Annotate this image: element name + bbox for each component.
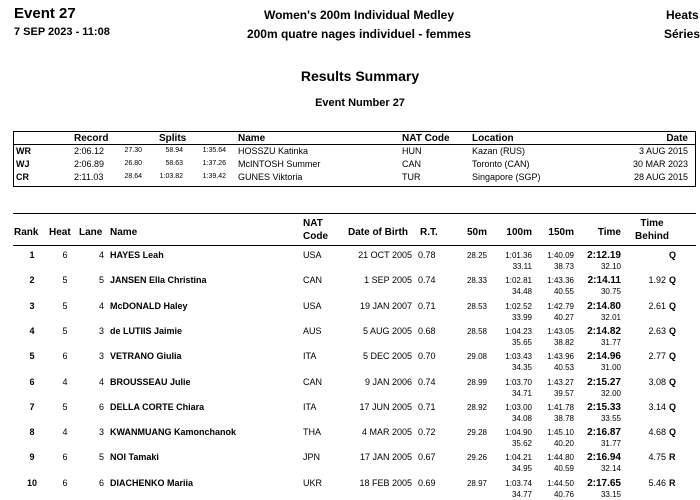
record-type: WR	[16, 146, 31, 156]
record-location: Kazan (RUS)	[472, 146, 526, 156]
athlete-name: BROUSSEAU Julie	[110, 376, 191, 387]
split-100m: 1:03.43	[505, 352, 532, 362]
nat-cell: USA	[303, 300, 322, 311]
athlete-name: NOI Tamaki	[110, 452, 159, 463]
col-dob: Date of Birth	[348, 227, 408, 238]
nat-cell: AUS	[303, 325, 322, 336]
split-100m: 1:03.00	[505, 402, 532, 412]
lap-100m: 34.08	[511, 413, 532, 423]
lap-100m: 34.77	[511, 489, 532, 499]
event-title-en: Women's 200m Individual Medley	[263, 8, 455, 22]
reaction-time: 0.71	[418, 401, 436, 412]
record-holder-name: GUNES Viktoria	[238, 172, 303, 182]
split-50m: 28.97	[466, 478, 487, 488]
rank-cell: 2	[29, 275, 35, 286]
time-behind: 2.61	[648, 300, 666, 311]
col-rank: Rank	[14, 227, 39, 238]
qualifier-mark: R	[669, 477, 676, 488]
split-100m: 1:02.52	[505, 301, 532, 311]
split-50m: 29.28	[466, 428, 487, 438]
split-50m: 29.26	[466, 453, 487, 463]
lap-150m: 40.76	[553, 489, 574, 499]
lane-cell: 4	[98, 250, 104, 260]
split-50m: 28.53	[466, 301, 487, 311]
col-lane: Lane	[79, 227, 103, 238]
nat-cell: CAN	[303, 376, 323, 387]
col-time-behind-line1: Time	[640, 218, 664, 229]
lap-100m: 33.99	[511, 312, 532, 322]
final-time: 2:12.19	[587, 250, 621, 261]
lap-100m: 35.65	[511, 337, 532, 347]
final-time: 2:14.82	[587, 325, 621, 337]
athlete-name: DELLA CORTE Chiara	[110, 401, 205, 412]
reaction-time: 0.78	[418, 250, 436, 260]
final-time: 2:15.27	[587, 376, 621, 388]
heat-cell: 6	[62, 250, 68, 260]
qualifier-mark: Q	[669, 376, 677, 387]
col-name: Name	[110, 227, 138, 238]
time-behind: 2.77	[648, 351, 666, 362]
final-time: 2:14.80	[587, 300, 621, 312]
record-location: Toronto (CAN)	[472, 159, 530, 169]
final-time: 2:14.96	[587, 351, 621, 363]
time-behind: 5.46	[648, 477, 666, 488]
split-150m: 1:42.79	[547, 301, 574, 311]
heat-cell: 6	[62, 452, 68, 463]
heat-cell: 6	[62, 351, 68, 362]
time-behind: 3.08	[648, 376, 666, 387]
heat-cell: 5	[62, 300, 68, 311]
athlete-name: VETRANO Giulia	[110, 351, 182, 362]
lap-150m: 39.57	[553, 388, 574, 398]
heat-cell: 6	[62, 477, 68, 488]
split-150m: 1:44.80	[547, 453, 574, 463]
lane-cell: 5	[98, 452, 104, 463]
split-100m: 1:01.36	[505, 251, 532, 260]
athlete-name: McDONALD Haley	[110, 300, 188, 311]
split-150m: 1:40.09	[547, 251, 574, 260]
split-100m: 1:04.21	[505, 453, 532, 463]
dob-cell: 4 MAR 2005	[361, 427, 412, 438]
split-50m: 28.92	[466, 402, 487, 412]
lap-200m: 31.77	[600, 337, 621, 347]
lap-150m: 40.20	[553, 439, 574, 449]
records-header-date: Date	[666, 133, 688, 144]
athlete-name: DIACHENKO Mariia	[110, 477, 194, 488]
lap-100m: 33.11	[512, 262, 532, 271]
split-50m: 28.33	[466, 276, 487, 286]
heat-cell: 4	[62, 427, 68, 438]
lane-cell: 4	[98, 300, 104, 311]
heat-cell: 4	[62, 376, 68, 387]
athlete-name: de LUTIIS Jaimie	[110, 325, 183, 336]
records-header-name: Name	[238, 133, 266, 144]
record-time: 2:06.89	[74, 159, 105, 169]
lap-100m: 34.71	[511, 388, 532, 398]
record-holder-name: McINTOSH Summer	[238, 159, 321, 169]
split-150m: 1:43.27	[547, 377, 574, 387]
record-type: WJ	[16, 159, 30, 169]
lane-cell: 3	[98, 325, 104, 336]
col-150m: 150m	[548, 227, 574, 238]
rank-cell: 9	[29, 452, 35, 463]
nat-cell: UKR	[303, 477, 323, 488]
rank-cell: 6	[29, 376, 35, 387]
lap-200m: 33.15	[600, 489, 621, 499]
record-nat: CAN	[402, 159, 422, 169]
lap-150m: 40.27	[553, 312, 574, 322]
reaction-time: 0.74	[418, 275, 436, 286]
col-nat-line1: NAT	[303, 218, 323, 229]
split-150m: 1:43.05	[547, 326, 574, 336]
record-split-150: 1:39.42	[202, 173, 226, 180]
qualifier-mark: Q	[669, 325, 677, 336]
lane-cell: 6	[98, 401, 104, 412]
qualifier-mark: Q	[669, 250, 677, 260]
heat-cell: 5	[62, 275, 68, 286]
record-type: CR	[16, 172, 29, 182]
record-split-150: 1:35.64	[202, 147, 226, 154]
records-header-splits: Splits	[159, 133, 187, 144]
record-holder-name: HOSSZU Katinka	[238, 146, 309, 156]
final-time: 2:16.94	[587, 452, 621, 464]
lap-100m: 34.95	[511, 464, 532, 474]
event-number: Event Number 27	[315, 97, 405, 109]
reaction-time: 0.72	[418, 427, 436, 438]
record-split-50: 26.80	[124, 160, 142, 167]
dob-cell: 1 SEP 2005	[364, 275, 412, 286]
lap-100m: 35.62	[511, 439, 532, 449]
split-150m: 1:41.78	[547, 402, 574, 412]
split-50m: 28.58	[466, 326, 487, 336]
dob-cell: 19 JAN 2007	[359, 300, 412, 311]
record-time: 2:06.12	[74, 146, 105, 156]
rank-cell: 8	[29, 427, 35, 438]
records-header-nat: NAT Code	[402, 133, 450, 144]
final-time: 2:16.87	[587, 427, 621, 439]
split-50m: 28.99	[466, 377, 487, 387]
final-time: 2:14.11	[587, 275, 621, 287]
qualifier-mark: Q	[669, 351, 677, 362]
rank-cell: 5	[29, 351, 35, 362]
lap-100m: 34.35	[511, 363, 532, 373]
heat-cell: 5	[62, 401, 68, 412]
qualifier-mark: R	[669, 452, 676, 463]
lane-cell: 6	[98, 477, 104, 488]
record-date: 28 AUG 2015	[633, 172, 688, 182]
phase-label-fr: Séries	[664, 27, 700, 41]
event-datetime: 7 SEP 2023 - 11:08	[14, 26, 110, 38]
col-100m: 100m	[506, 227, 532, 238]
record-split-50: 27.30	[124, 147, 142, 154]
qualifier-mark: Q	[669, 427, 677, 438]
rank-cell: 10	[26, 477, 37, 488]
lap-150m: 38.82	[553, 337, 574, 347]
lap-150m: 40.53	[553, 363, 574, 373]
lane-cell: 4	[98, 376, 104, 387]
split-100m: 1:03.74	[505, 478, 532, 488]
time-behind: 2.63	[648, 325, 666, 336]
lap-200m: 30.75	[600, 287, 621, 297]
lap-150m: 40.59	[553, 464, 574, 474]
lap-150m: 40.55	[553, 287, 574, 297]
col-time: Time	[597, 227, 621, 238]
split-150m: 1:43.96	[547, 352, 574, 362]
lap-200m: 31.77	[600, 439, 621, 449]
event-label: Event 27	[14, 5, 76, 22]
athlete-name: HAYES Leah	[110, 250, 164, 260]
reaction-time: 0.69	[418, 477, 436, 488]
nat-cell: THA	[303, 427, 321, 438]
event-title-fr: 200m quatre nages individuel - femmes	[246, 27, 472, 41]
lap-150m: 38.78	[553, 413, 574, 423]
dob-cell: 18 FEB 2005	[359, 477, 412, 488]
dob-cell: 17 JAN 2005	[359, 452, 412, 463]
lap-200m: 32.01	[600, 312, 621, 322]
reaction-time: 0.70	[418, 351, 436, 362]
nat-cell: CAN	[303, 275, 323, 286]
reaction-time: 0.68	[418, 325, 436, 336]
record-date: 3 AUG 2015	[638, 146, 688, 156]
lap-200m: 32.10	[600, 262, 621, 271]
record-nat: HUN	[402, 146, 422, 156]
col-time-behind-line2: Behind	[635, 231, 669, 242]
lap-200m: 31.00	[600, 363, 621, 373]
lap-100m: 34.48	[511, 287, 532, 297]
col-nat-line2: Code	[303, 231, 328, 242]
dob-cell: 9 JAN 2006	[364, 376, 412, 387]
split-150m: 1:44.50	[547, 478, 574, 488]
nat-cell: JPN	[303, 452, 321, 463]
record-location: Singapore (SGP)	[472, 172, 541, 182]
athlete-name: KWANMUANG Kamonchanok	[110, 427, 237, 438]
split-100m: 1:03.70	[505, 377, 532, 387]
lane-cell: 5	[98, 275, 104, 286]
split-100m: 1:04.90	[505, 428, 532, 438]
final-time: 2:17.65	[587, 477, 621, 489]
phase-label-en: Heats	[666, 8, 699, 22]
dob-cell: 5 AUG 2005	[362, 325, 412, 336]
split-150m: 1:43.36	[547, 276, 574, 286]
rank-cell: 1	[29, 250, 35, 260]
record-split-150: 1:37.26	[202, 160, 226, 167]
nat-cell: ITA	[303, 351, 317, 362]
split-150m: 1:45.10	[547, 428, 574, 438]
col-rt: R.T.	[420, 227, 438, 238]
results-summary-title: Results Summary	[300, 68, 420, 84]
qualifier-mark: Q	[669, 300, 677, 311]
split-100m: 1:02.81	[505, 276, 532, 286]
dob-cell: 5 DEC 2005	[362, 351, 412, 362]
time-behind: 3.14	[648, 401, 666, 412]
lap-200m: 33.55	[600, 413, 621, 423]
lane-cell: 3	[98, 351, 104, 362]
lap-200m: 32.14	[600, 464, 621, 474]
record-split-100: 1:03.82	[159, 173, 183, 180]
split-50m: 28.25	[466, 251, 487, 260]
time-behind: 4.75	[648, 452, 666, 463]
records-header-record: Record	[74, 133, 109, 144]
record-split-50: 28.64	[124, 173, 142, 180]
rank-cell: 3	[29, 300, 35, 311]
record-split-100: 58.94	[165, 147, 183, 154]
record-nat: TUR	[402, 172, 421, 182]
lap-150m: 38.73	[553, 262, 574, 271]
qualifier-mark: Q	[669, 401, 677, 412]
split-100m: 1:04.23	[505, 326, 532, 336]
reaction-time: 0.74	[418, 376, 436, 387]
col-50m: 50m	[466, 227, 487, 238]
record-time: 2:11.03	[74, 172, 104, 182]
rank-cell: 7	[29, 401, 35, 412]
time-behind: 4.68	[648, 427, 666, 438]
reaction-time: 0.71	[418, 300, 436, 311]
split-50m: 29.08	[466, 352, 487, 362]
lap-200m: 32.00	[600, 388, 621, 398]
dob-cell: 17 JUN 2005	[359, 401, 412, 412]
record-date: 30 MAR 2023	[632, 159, 688, 169]
athlete-name: JANSEN Ella Christina	[110, 275, 207, 286]
reaction-time: 0.67	[418, 452, 436, 463]
records-header-location: Location	[472, 133, 514, 144]
lane-cell: 3	[98, 427, 104, 438]
dob-cell: 21 OCT 2005	[358, 250, 412, 260]
col-heat: Heat	[49, 227, 71, 238]
rank-cell: 4	[29, 325, 35, 336]
nat-cell: USA	[303, 250, 322, 260]
qualifier-mark: Q	[669, 275, 677, 286]
final-time: 2:15.33	[587, 401, 621, 413]
nat-cell: ITA	[303, 401, 317, 412]
time-behind: 1.92	[648, 275, 666, 286]
record-split-100: 58.63	[165, 160, 183, 167]
heat-cell: 5	[62, 325, 68, 336]
